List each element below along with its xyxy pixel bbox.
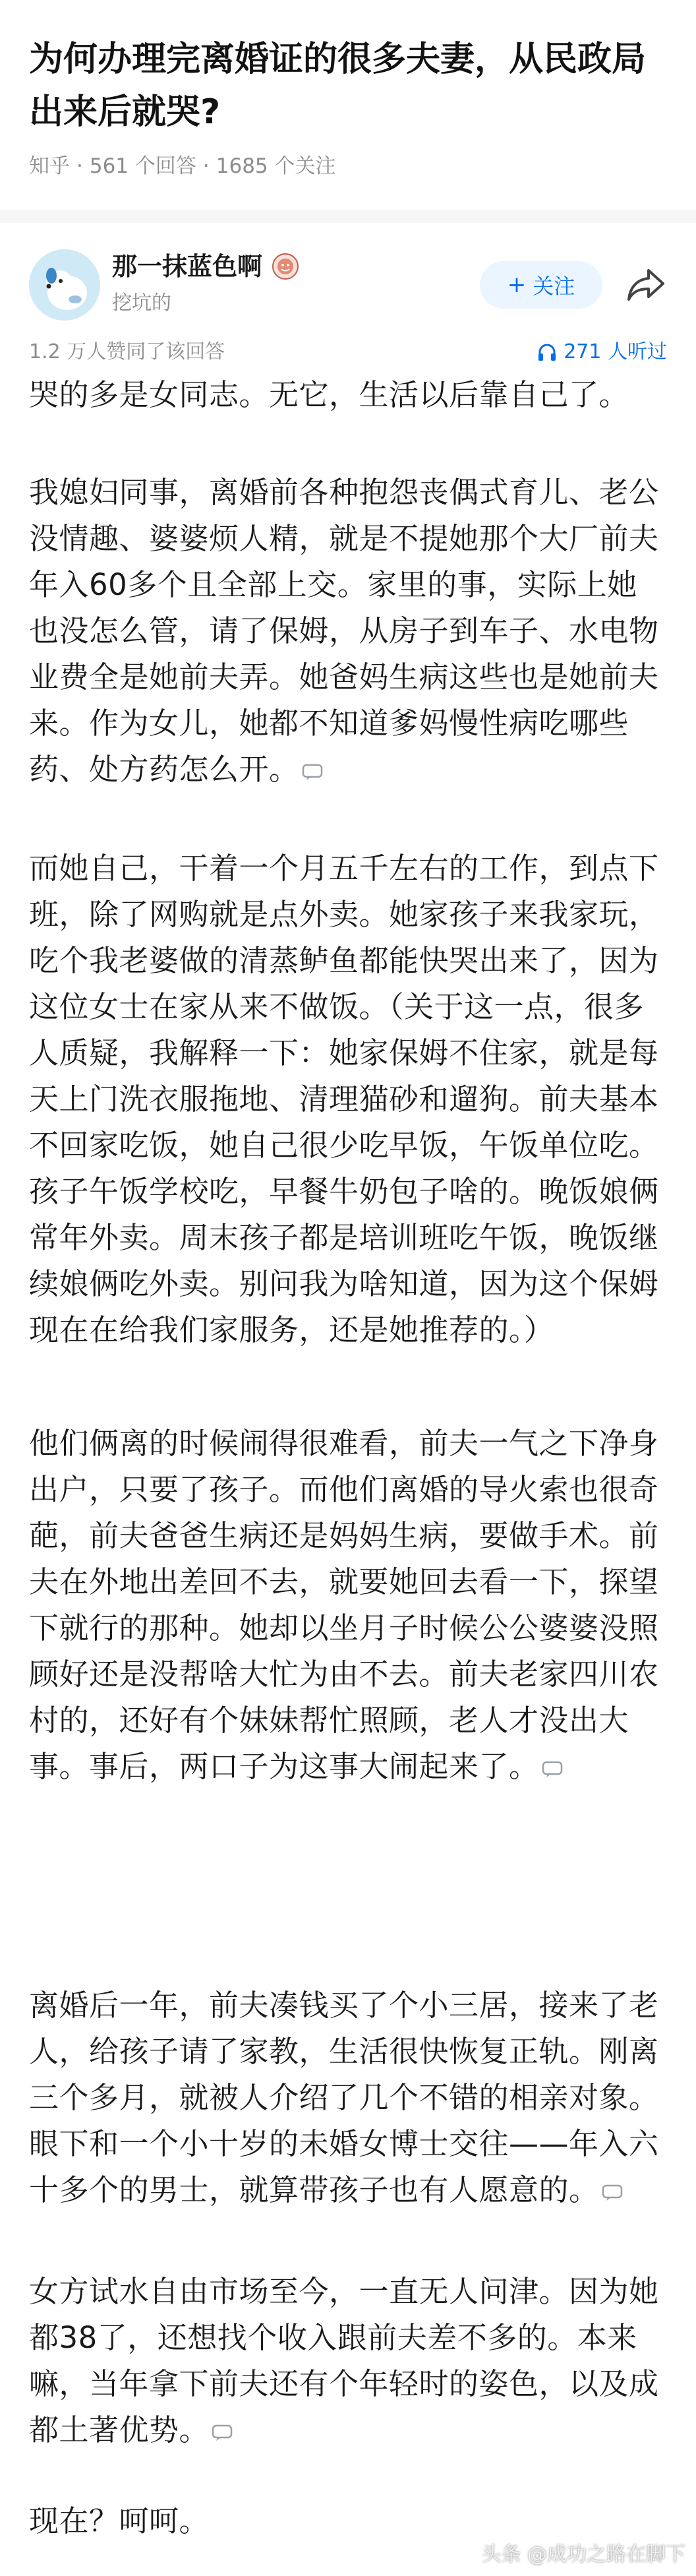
listen-count[interactable]: 271 人听过 [537, 338, 667, 367]
question-meta: 知乎 · 561 个回答 · 1685 个关注 [29, 154, 336, 178]
comment-bubble-icon[interactable] [542, 1761, 563, 1778]
follow-button[interactable]: + 关注 [480, 261, 602, 309]
author-name[interactable]: 那一抹蓝色啊 [112, 249, 299, 284]
section-divider [0, 210, 696, 223]
answer-paragraph: 我媳妇同事，离婚前各种抱怨丧偶式育儿、老公没情趣、婆婆烦人精，就是不提她那个大厂前夫年入60多个且全部上交。家里的事，实际上她也没怎么管，请了保姆，从房子到车子、水电物业费全是她前夫弄。她爸妈生病这些也是她前夫来。作为女儿，她都不知道爹妈慢性病吃哪些药、处方药怎么开。 [29, 475, 659, 787]
answer-paragraph: 女方试水自由市场至今，一直无人问津。因为她都38了，还想找个收入跟前夫差不多的。本来嘛，当年拿下前夫还有个年轻时的姿色，以及成都土著优势。 [29, 2274, 659, 2447]
comment-bubble-icon[interactable] [602, 2184, 623, 2201]
headphones-icon [537, 342, 557, 362]
plus-icon: + [507, 272, 527, 298]
upvote-count: 1.2 万人赞同了该回答 [29, 340, 225, 363]
answer-paragraph: 哭的多是女同志。无它，生活以后靠自己了。 [29, 377, 629, 412]
answer-paragraph: 离婚后一年，前夫凑钱买了个小三居，接来了老人，给孩子请了家教，生活很快恢复正轨。刚离三个多月，就被人介绍了几个不错的相亲对象。眼下和一个小十岁的未婚女博士交往——年入六十多个的男士，就算带孩子也有人愿意的。 [29, 1988, 659, 2207]
author-bio: 挖坑的 [112, 291, 171, 315]
follower-count: 1685 个关注 [216, 154, 336, 178]
watermark: 头条 @成功之路在脚下 [481, 2543, 685, 2566]
badge-icon [272, 253, 299, 280]
answer-paragraph: 他们俩离的时候闹得很难看，前夫一气之下净身出户，只要了孩子。而他们离婚的导火索也很奇葩，前夫爸爸生病还是妈妈生病，要做手术。前夫在外地出差回不去，就要她回去看一下，探望下就行的那种。她却以坐月子时候公公婆婆没照顾好还是没帮啥大忙为由不去。前夫老家四川农村的，还好有个妹妹帮忙照顾，老人才没出大事。事后，两口子为这事大闹起来了。 [29, 1426, 659, 1784]
comment-bubble-icon[interactable] [212, 2424, 233, 2441]
answer-count[interactable]: 561 个回答 [89, 154, 196, 178]
source-label[interactable]: 知乎 [29, 154, 70, 178]
dog-avatar-icon [29, 249, 100, 321]
share-icon[interactable] [625, 265, 667, 305]
question-title[interactable]: 为何办理完离婚证的很多夫妻，从民政局出来后就哭? [29, 40, 647, 132]
comment-bubble-icon[interactable] [302, 764, 323, 781]
avatar[interactable] [29, 249, 100, 321]
answer-paragraph: 而她自己，干着一个月五千左右的工作，到点下班，除了网购就是点外卖。她家孩子来我家玩，吃个我老婆做的清蒸鲈鱼都能快哭出来了，因为这位女士在家从来不做饭。（关于这一点，很多人质疑，我解释一下：她家保姆不住家，就是每天上门洗衣服拖地、清理猫砂和遛狗。前夫基本不回家吃饭，她自己很少吃早饭，午饭单位吃。孩子午饭学校吃，早餐牛奶包子啥的。晚饭娘俩常年外卖。周末孩子都是培训班吃午饭，晚饭继续娘俩吃外卖。别问我为啥知道，因为这个保姆现在在给我们家服务，还是她推荐的。） [29, 851, 659, 1347]
answer-paragraph: 现在？呵呵。 [29, 2503, 210, 2538]
